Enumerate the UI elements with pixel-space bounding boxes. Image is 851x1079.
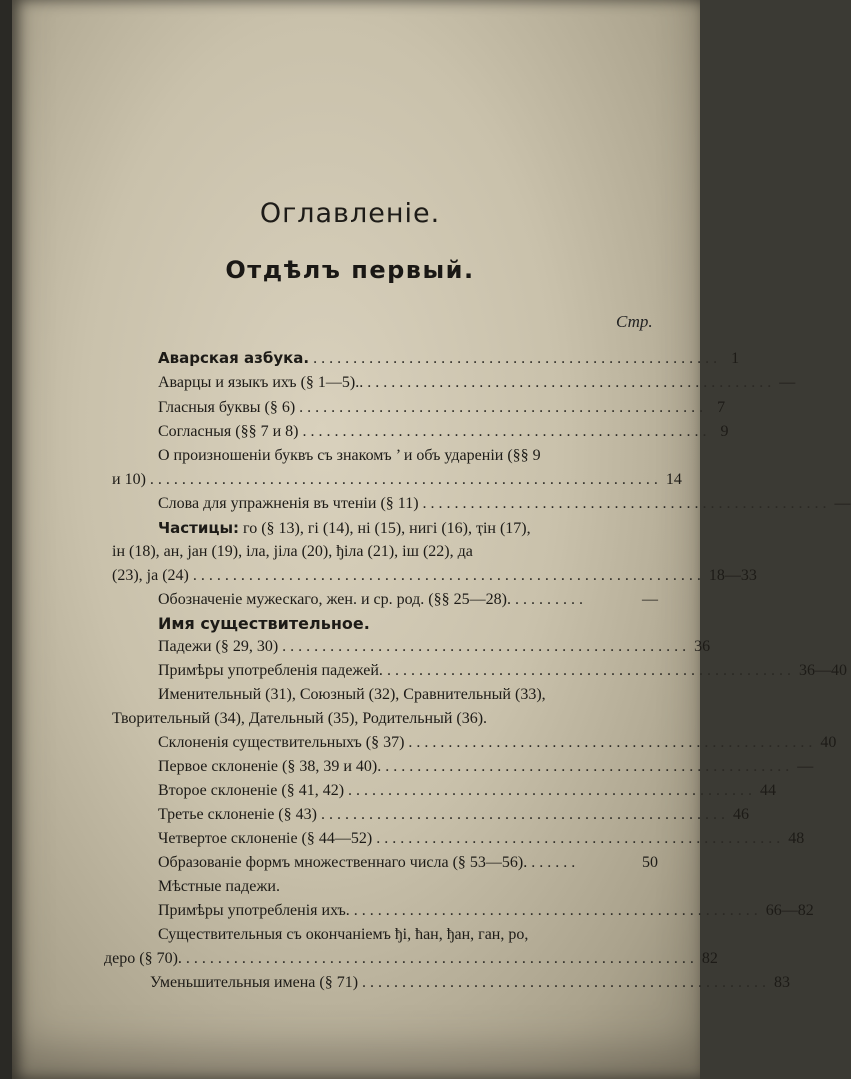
toc-entry-page: 14 (665, 471, 682, 488)
leader-dots: ................................................... (282, 638, 691, 655)
toc-entry-title: Гласныя буквы (§ 6) (158, 399, 296, 416)
toc-entry-title: Слова для упражненія въ чтеніи (§ 11) (158, 495, 419, 512)
leader-dots: ................................................... (362, 974, 771, 991)
leader-dots: ................................................... (302, 423, 711, 440)
toc-entry-page: — (642, 591, 658, 608)
leader-dots: ................................................... (320, 806, 729, 823)
page-column-label: Стр. (616, 312, 653, 331)
toc-entry-page: 9 (720, 423, 729, 440)
book-gutter (0, 0, 12, 1079)
toc-entry-page: 7 (717, 399, 726, 416)
toc-entry-page: — (797, 758, 814, 775)
toc-entry-page: 1 (731, 350, 740, 367)
leader-dots: ................................................... (376, 830, 785, 847)
toc-entry-title: Согласныя (§§ 7 и 8) (158, 423, 299, 440)
toc-entry-page: 66—82 (765, 902, 814, 919)
toc-entry-title: Образованіе формъ множественнаго числа (§ 53—56). (158, 854, 528, 871)
toc-entry (158, 495, 851, 519)
toc-entry-heading: Частицы: (158, 519, 240, 537)
toc-entry (158, 854, 658, 878)
toc-entry-title: деро (§ 70). (104, 950, 182, 967)
toc-entry (104, 950, 718, 974)
toc-entry-title: Именительный (31), Союзный (32), Сравнительный (33), (158, 686, 546, 703)
toc-entry (158, 638, 711, 662)
leader-dots: ................................................... (408, 734, 817, 751)
toc-entry-page: 48 (788, 830, 805, 847)
leader-dots: ................................................... (386, 662, 795, 679)
toc-entry (158, 519, 531, 538)
toc-entry (150, 974, 791, 998)
toc-entry (158, 830, 805, 854)
leader-dots: ................................................... (299, 399, 708, 416)
toc-entry (112, 471, 682, 495)
leader-dots: ................................................... (313, 350, 722, 367)
toc-entry (112, 567, 757, 591)
toc-entry (158, 806, 749, 830)
toc-entry-page: 82 (701, 950, 718, 967)
toc-entry (158, 591, 658, 615)
leader-dots: ......... (514, 591, 587, 608)
page-title: Оглавленіе. (259, 198, 441, 229)
toc-entry (158, 662, 847, 686)
toc-entry-title: Первое склоненіе (§ 38, 39 и 40). (158, 758, 382, 775)
toc-entry-title: Аварская азбука. (158, 349, 310, 367)
toc-entry-page: 40 (820, 734, 837, 751)
toc-entry-page: 50 (642, 854, 658, 871)
toc-entry-page: 46 (732, 806, 749, 823)
toc-entry-title: Аварцы и языкъ ихъ (§ 1—5).. (158, 374, 364, 391)
toc-entry-title: Примѣры употребленія падежей. (158, 662, 383, 679)
toc-entry-page: 18—33 (708, 567, 757, 584)
toc-entry-title: Обозначеніе мужескаго, жен. и ср. род. (§§ 25—28). (158, 591, 511, 608)
leader-dots: ................................................................ (192, 567, 705, 584)
toc-entry (158, 374, 796, 398)
toc-entry-title: Существительныя съ окончаніемъ ђі, ћан, ђан, ган, ро, (158, 926, 529, 943)
leader-dots: ................................................... (385, 758, 794, 775)
toc-entry (158, 734, 837, 758)
toc-entry-title: Творительный (34), Дательный (35), Родительный (36). (112, 710, 488, 727)
leader-dots: ................................................................ (185, 950, 698, 967)
toc-entry-title: О произношеніи буквъ съ знакомъ ’ и объ удареніи (§§ 9 (158, 447, 541, 464)
toc-entry-title: Падежи (§ 29, 30) (158, 638, 279, 655)
toc-entry (158, 399, 726, 423)
leader-dots: ................................................... (353, 902, 762, 919)
leader-dots: ................................................................ (149, 471, 662, 488)
toc-entry-title: Третье склоненіе (§ 43) (158, 806, 317, 823)
toc-entry-page: 36—40 (798, 662, 847, 679)
toc-entry (158, 782, 777, 806)
toc-entry-title: Уменьшительныя имена (§ 71) (150, 974, 359, 991)
toc-entry-page: 36 (694, 638, 711, 655)
leader-dots: ................................................... (422, 495, 831, 512)
toc-entry-title: Мѣстные падежи. (158, 878, 280, 895)
leader-dots: ................................................... (348, 782, 757, 799)
leader-dots: ................................................... (367, 374, 776, 391)
section-heading: Отдѣлъ первый. (225, 256, 475, 284)
toc-entry-page: — (834, 495, 851, 512)
toc-entry-title: Склоненія существительныхъ (§ 37) (158, 734, 405, 751)
toc-entry-title: го (§ 13), гі (14), ні (15), нигі (16), ҭін (17), (239, 520, 531, 537)
toc-entry-title: Примѣры употребленія ихъ. (158, 902, 350, 919)
toc-entry (158, 349, 740, 373)
toc-entry (158, 758, 814, 782)
toc-entry-page: 44 (760, 782, 777, 799)
toc-entry-page: 83 (774, 974, 791, 991)
toc-entry-title: и 10) (112, 471, 146, 488)
toc-entry-page: — (779, 374, 796, 391)
toc-entry-title: Четвертое склоненіе (§ 44—52) (158, 830, 373, 847)
toc-entry-title: Второе склоненіе (§ 41, 42) (158, 782, 345, 799)
toc-entry-title: (23), ја (24) (112, 567, 189, 584)
toc-entry (158, 902, 814, 926)
toc-entry (158, 423, 729, 447)
leader-dots: ...... (531, 854, 580, 871)
toc-section-heading: Имя существительное. (158, 614, 370, 633)
toc-entry-title: ін (18), ан, јан (19), іла, jiла (20), ђіла (21), іш (22), да (112, 543, 473, 560)
